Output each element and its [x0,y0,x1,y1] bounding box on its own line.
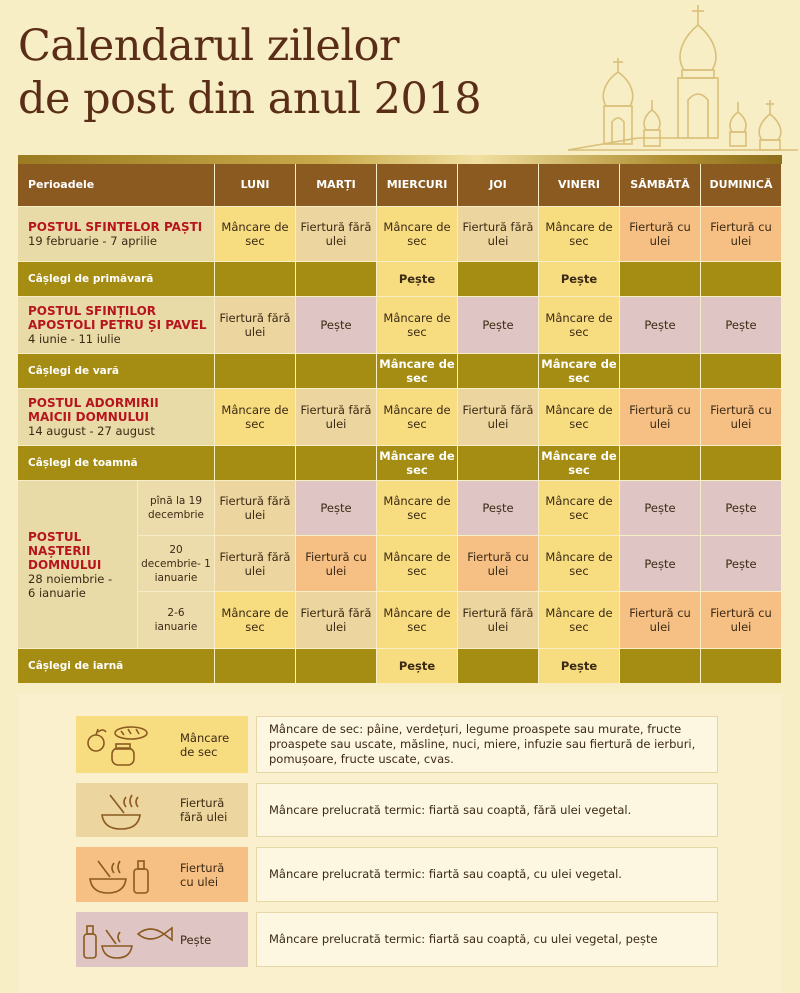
legend-description: Mâncare prelucrată termic: fiartă sau coaptă, cu ulei vegetal. [256,847,718,902]
day-cell: Mâncare de sec [377,354,458,389]
day-cell: Fiertură fără ulei [296,592,377,649]
day-cell: Mâncare de sec [377,207,458,262]
legend-description: Mâncare prelucrată termic: fiartă sau coaptă, cu ulei vegetal, pește [256,912,718,967]
day-cell: Fiertură cu ulei [620,207,701,262]
caslegi-label: Câșlegi de iarnă [18,649,215,684]
bottle-bowl-fish-icon [76,912,176,967]
church-icon [548,0,800,160]
day-cell: Fiertură fără ulei [458,207,539,262]
day-cell [296,649,377,684]
day-cell [620,262,701,297]
period-dates: 19 februarie - 7 aprilie [28,234,157,248]
header-day: MARȚI [296,164,377,207]
period-name: POSTUL SFINȚILOR [28,304,157,318]
day-cell: Mâncare de sec [377,536,458,592]
legend-description: Mâncare prelucrată termic: fiartă sau coaptă, fără ulei vegetal. [256,783,718,837]
header-period: Perioadele [18,164,215,207]
header-day: JOI [458,164,539,207]
day-cell: Pește [539,649,620,684]
page-title [18,20,481,126]
day-cell: Pește [620,297,701,354]
period-name: POSTUL NAȘTERII [28,529,91,558]
day-cell: Mâncare de sec [215,389,296,446]
day-cell: Fiertură cu ulei [620,592,701,649]
period-dates: 14 august - 27 august [28,424,155,438]
day-cell: Mâncare de sec [377,592,458,649]
day-cell: Pește [701,297,782,354]
day-cell: Mâncare de sec [539,207,620,262]
day-cell [296,262,377,297]
day-cell: Pește [296,481,377,536]
caslegi-label: Câșlegi de vară [18,354,215,389]
day-cell: Pește [620,481,701,536]
title-line-2: de post din anul 2018 [18,74,482,124]
gold-divider [18,155,782,164]
day-cell: Mâncare de sec [539,446,620,481]
day-cell: Mâncare de sec [377,389,458,446]
legend-item-sec [76,716,248,773]
header-day: SÂMBĂTĂ [620,164,701,207]
day-cell: Pește [701,481,782,536]
day-cell: Mâncare de sec [539,536,620,592]
legend-label: Fiertură fără ulei [180,796,228,824]
sub-period-label: 20 decembrie- 1 ianuarie [138,536,215,592]
day-cell: Fiertură fără ulei [296,207,377,262]
day-cell: Mâncare de sec [377,446,458,481]
legend [18,694,782,993]
day-cell [701,262,782,297]
day-cell: Pește [296,297,377,354]
day-cell [215,649,296,684]
header-day: LUNI [215,164,296,207]
title-line-1: Calendarul zilelor [18,21,400,71]
period-pasti [18,207,215,262]
apple-bread-jar-icon [76,716,176,773]
day-cell [215,262,296,297]
period-dates: 4 iunie - 11 iulie [28,332,121,346]
day-cell: Pește [458,481,539,536]
day-cell [458,446,539,481]
legend-item-peste [76,912,248,967]
caslegi-label: Câșlegi de primăvară [18,262,215,297]
period-adormirii [18,389,215,446]
period-apostoli [18,297,215,354]
day-cell [458,262,539,297]
legend-item-fara-ulei [76,783,248,837]
period-name: POSTUL ADORMIRII [28,396,159,410]
day-cell: Mâncare de sec [215,207,296,262]
day-cell: Pește [701,536,782,592]
day-cell: Pește [620,536,701,592]
day-cell: Fiertură cu ulei [701,592,782,649]
sub-period-label: pînă la 19 decembrie [138,481,215,536]
legend-label: Mâncare de sec [180,730,230,759]
day-cell: Fiertură cu ulei [458,536,539,592]
day-cell: Mâncare de sec [539,592,620,649]
steaming-bowl-icon [76,783,176,837]
day-cell: Fiertură fără ulei [458,389,539,446]
day-cell: Mâncare de sec [377,481,458,536]
fasting-calendar-table [18,164,782,684]
day-cell: Fiertură cu ulei [620,389,701,446]
day-cell [620,446,701,481]
period-dates: 28 noiembrie - [28,571,113,586]
day-cell: Fiertură fără ulei [215,536,296,592]
day-cell: Fiertură cu ulei [296,536,377,592]
bowl-oil-bottle-icon [76,847,176,902]
day-cell: Fiertură fără ulei [215,481,296,536]
day-cell: Pește [458,297,539,354]
day-cell [701,649,782,684]
day-cell [215,446,296,481]
header-day: VINERI [539,164,620,207]
legend-description: Mâncare de sec: pâine, verdețuri, legume proaspete sau murate, fructe proaspete sau uscate, măsline, nuci, miere, infuzie sau fiertură de ierburi, pomușoare, fructe uscate, cvas. [256,716,718,773]
day-cell [215,354,296,389]
header-day: MIERCURI [377,164,458,207]
caslegi-label: Câșlegi de toamnă [18,446,215,481]
day-cell: Pește [377,262,458,297]
legend-item-cu-ulei [76,847,248,902]
period-name: APOSTOLI PETRU ȘI PAVEL [28,318,207,332]
day-cell: Fiertură fără ulei [215,297,296,354]
day-cell [620,354,701,389]
header-day: DUMINICĂ [701,164,782,207]
day-cell: Mâncare de sec [539,389,620,446]
day-cell: Mâncare de sec [215,592,296,649]
period-nasterii [18,481,138,649]
day-cell: Mâncare de sec [377,297,458,354]
period-name: MAICII DOMNULUI [28,410,149,424]
day-cell [458,354,539,389]
period-name: POSTUL SFINTELOR PAȘTI [28,220,203,234]
period-name: DOMNULUI [28,557,102,572]
day-cell: Pește [377,649,458,684]
sub-period-label: 2-6 ianuarie [138,592,215,649]
day-cell [701,354,782,389]
day-cell: Fiertură fără ulei [458,592,539,649]
day-cell: Mâncare de sec [539,354,620,389]
day-cell: Mâncare de sec [539,297,620,354]
legend-label: Fiertură cu ulei [180,860,225,889]
day-cell: Fiertură cu ulei [701,389,782,446]
day-cell [620,649,701,684]
day-cell: Mâncare de sec [539,481,620,536]
day-cell [296,446,377,481]
legend-label: Pește [180,932,212,947]
day-cell: Pește [539,262,620,297]
day-cell [701,446,782,481]
period-dates: 6 ianuarie [28,585,86,600]
day-cell [458,649,539,684]
day-cell: Fiertură fără ulei [296,389,377,446]
day-cell [296,354,377,389]
day-cell: Fiertură cu ulei [701,207,782,262]
